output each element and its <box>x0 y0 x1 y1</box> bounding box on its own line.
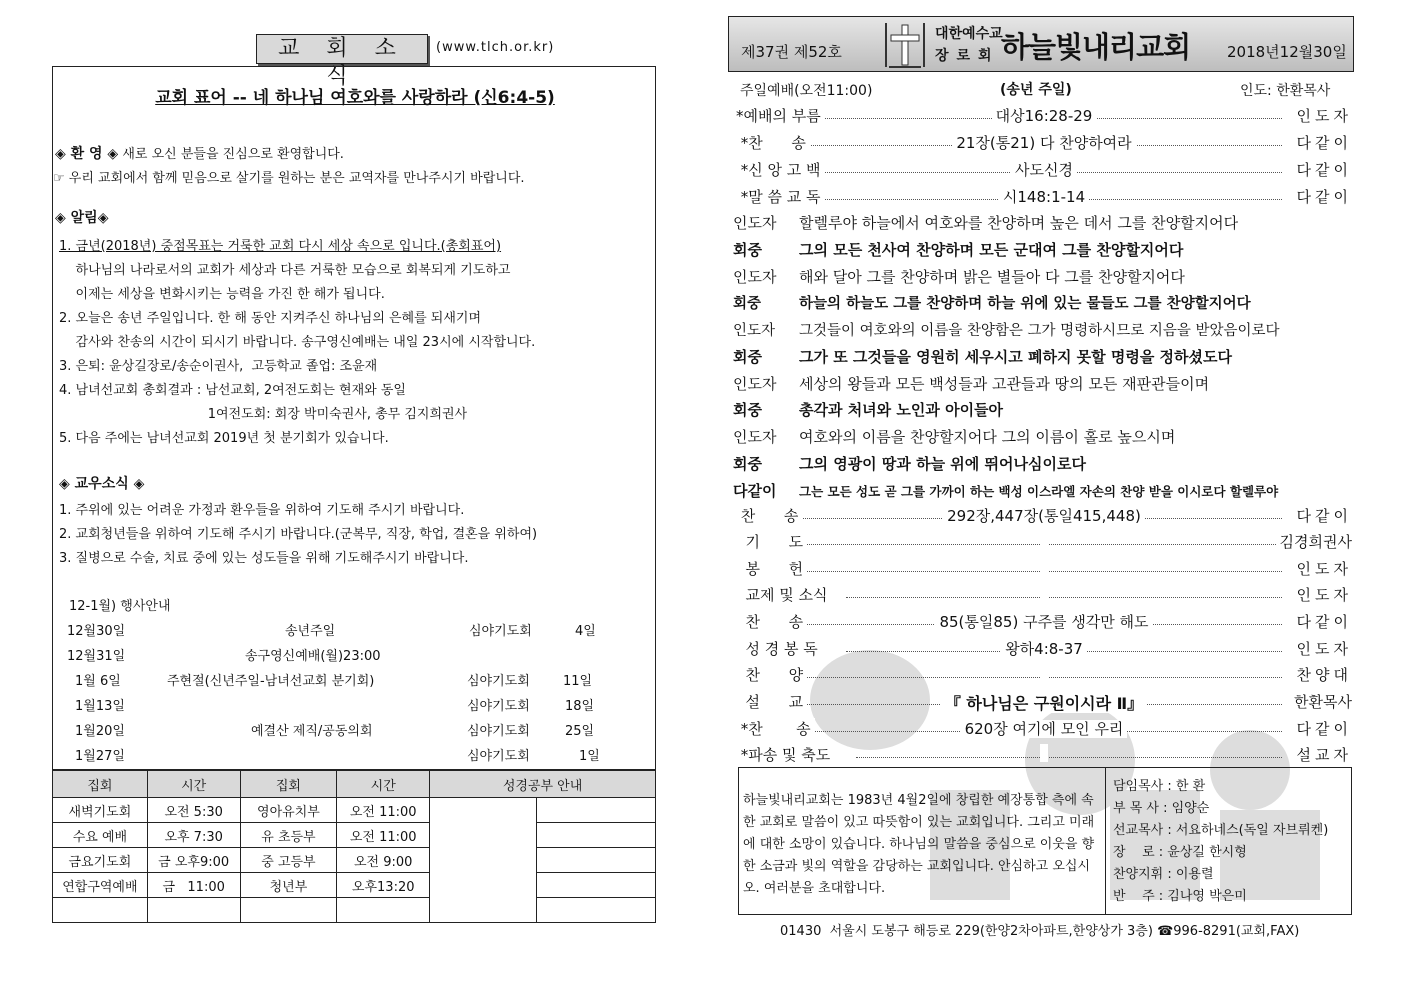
staff-line: 담임목사 : 한 환 <box>1113 779 1206 794</box>
denomination-top: 대한예수교 <box>935 26 1003 42</box>
responsive-reading-line: 회중 그의 영광이 땅과 하늘 위에 뛰어나심이로다 <box>733 455 1086 473</box>
notice-line: 4. 남녀선교회 총회결과 : 남선교회, 2여전도회는 현재와 동일 <box>59 383 406 398</box>
church-cross-logo-icon <box>885 21 925 69</box>
order-item: 교제 및 소식 인도자 <box>736 586 1352 604</box>
responsive-reading-line: 인도자 세상의 왕들과 모든 백성들과 고관들과 땅의 모든 재판관들이며 <box>733 375 1210 393</box>
responsive-reading-line: 회중 총각과 처녀와 노인과 아이들아 <box>733 401 1004 419</box>
staff-line: 찬양지휘 : 이용렬 <box>1113 867 1214 882</box>
bible-study-cell <box>536 823 655 848</box>
event-date: 1월 6일 <box>75 674 121 689</box>
staff-line: 반 주 : 김나영 박은미 <box>1113 889 1247 904</box>
notice-line: 이제는 세상을 변화시키는 능력을 가진 한 해가 됩니다. <box>59 287 385 302</box>
table-cell: 오전 11:00 <box>337 823 430 848</box>
event-name: 송구영신예배(월)23:00 <box>245 649 381 664</box>
bible-study-cell <box>430 798 537 923</box>
staff-line: 장 로 : 윤상길 한시형 <box>1113 845 1247 860</box>
order-item: 찬 송 85(통일85) 구주를 생각만 해도 다같이 <box>736 613 1352 631</box>
notice-line: 1. 금년(2018년) 중점목표는 거룩한 교회 다시 세상 속으로 입니다.(총회표어) <box>59 239 502 254</box>
divider <box>1105 768 1106 914</box>
welcome-contact: ☞ 우리 교회에서 함께 믿음으로 살기를 원하는 분은 교역자를 만나주시기 바랍니다. <box>53 171 525 186</box>
table-cell: 오후 7:30 <box>147 823 240 848</box>
table-cell: 영아유치부 <box>240 798 337 823</box>
welcome-heading: ◈ 환 영 ◈ <box>55 146 119 162</box>
notice-heading: ◈ 알림◈ <box>55 210 109 226</box>
notice-line: 감사와 찬송의 시간이 되시기 바랍니다. 송구영신예배는 내일 23시에 시작합니다. <box>59 335 536 350</box>
website-url[interactable]: (www.tlch.or.kr) <box>436 40 555 55</box>
notice-line: 하나님의 나라로서의 교회가 세상과 다른 거룩한 모습으로 회복되게 기도하고 <box>59 263 511 278</box>
order-item: 찬 송 292장,447장(통일415,448) 다같이 <box>736 507 1352 525</box>
table-cell: 유 초등부 <box>240 823 337 848</box>
news-title: 교 회 소 식 <box>256 34 428 64</box>
table-cell: 새벽기도회 <box>53 798 148 823</box>
event-date: 1월27일 <box>75 749 125 764</box>
table-cell: 오후13:20 <box>337 873 430 898</box>
bible-study-cell <box>536 873 655 898</box>
col-header: 성경공부 안내 <box>430 771 656 798</box>
prayer-line: 1. 주위에 있는 어려운 가정과 환우들을 위하여 기도해 주시기 바랍니다. <box>59 503 465 518</box>
bulletin-date: 2018년12월30일 <box>1227 43 1347 61</box>
order-item: 성 경 봉 독 왕하4:8-37 인도자 <box>736 640 1352 658</box>
bible-study-cell <box>536 798 655 823</box>
table-row <box>53 798 656 823</box>
table-cell: 오전 5:30 <box>147 798 240 823</box>
notice-line: 2. 오늘은 송년 주일입니다. 한 해 동안 지켜주신 하나님의 은혜를 되새기며 <box>59 311 482 326</box>
event-name: 주현절(신년주일-남녀선교회 분기회) <box>167 674 375 689</box>
table-cell: 청년부 <box>240 873 337 898</box>
table-cell: 금 11:00 <box>147 873 240 898</box>
responsive-reading-line: 인도자 여호와의 이름을 찬양할지어다 그의 이름이 홀로 높으시며 <box>733 428 1176 446</box>
church-introduction: 하늘빛내리교회는 1983년 4월2일에 창립한 예장통합 측에 속한 교회로 말씀이 있고 따뜻함이 있는 교회입니다. 그리고 미래에 대한 소망이 있습니다. 하나님의 말씀을 중심으로 이웃을 향한 소금과 빛의 역할을 감당하는 교회입니다. 안심하고 오십시오. 여러분을 초대합니다. <box>743 793 1095 896</box>
col-header: 시간 <box>147 771 240 798</box>
event-night-prayer: 심야기도회 <box>467 674 530 689</box>
col-header: 집회 <box>53 771 148 798</box>
bulletin-masthead <box>728 16 1354 72</box>
staff-line: 부 목 사 : 임양순 <box>1113 801 1210 816</box>
table-cell: 금 오후9:00 <box>147 848 240 873</box>
responsive-reading-line: 인도자 그것들이 여호와의 이름을 찬양함은 그가 명령하시므로 지음을 받았음이로다 <box>733 323 1280 339</box>
event-date: 12월31일 <box>67 649 126 664</box>
order-item: *찬 송 620장 여기에 모인 우리 다같이 <box>736 720 1352 738</box>
service-time: 주일예배(오전11:00) <box>740 83 873 99</box>
prayer-heading: ◈ 교우소식 ◈ <box>59 476 145 492</box>
bible-study-cell <box>536 898 655 923</box>
responsive-reading-line: 인도자 해와 달아 그를 찬양하며 밝은 별들아 다 그를 찬양할지어다 <box>733 268 1185 286</box>
volume-number: 제37권 제52호 <box>741 43 842 61</box>
table-row <box>53 823 656 848</box>
order-item: 설 교 『 하나님은 구원이시라 Ⅱ』 한환목사 <box>736 693 1352 713</box>
table-cell <box>240 898 337 923</box>
table-cell <box>53 898 148 923</box>
service-leader: 인도: 한환목사 <box>1240 83 1331 99</box>
meeting-schedule-table <box>52 770 656 923</box>
table-cell: 오전 9:00 <box>337 848 430 873</box>
church-motto: 교회 표어 -- 네 하나님 여호와를 사랑하라 (신6:4-5) <box>155 88 555 108</box>
table-header-row <box>53 771 656 798</box>
table-cell: 수요 예배 <box>53 823 148 848</box>
table-cell <box>337 898 430 923</box>
event-night-prayer: 심야기도회 <box>467 699 530 714</box>
notice-line: 5. 다음 주에는 남녀선교회 2019년 첫 분기회가 있습니다. <box>59 431 389 446</box>
event-date: 12월30일 <box>67 624 126 639</box>
col-header: 집회 <box>240 771 337 798</box>
event-night-day: 18일 <box>565 699 595 714</box>
table-row <box>53 848 656 873</box>
table-row <box>53 873 656 898</box>
table-cell: 중 고등부 <box>240 848 337 873</box>
table-cell: 오전 11:00 <box>337 798 430 823</box>
event-night-prayer: 심야기도회 <box>469 624 532 639</box>
order-item: 찬 양 찬양대 <box>736 666 1352 684</box>
col-header: 시간 <box>337 771 430 798</box>
table-cell <box>147 898 240 923</box>
staff-line: 선교목사 : 서요하네스(독일 자브뤼켄) <box>1113 823 1329 838</box>
prayer-line: 2. 교회청년들을 위하여 기도해 주시기 바랍니다.(군복무, 직장, 학업, 결혼을 위하여) <box>59 527 538 542</box>
news-panel <box>52 66 656 770</box>
events-heading: 12-1월) 행사안내 <box>69 599 171 614</box>
table-row <box>53 898 656 923</box>
church-info-box <box>738 767 1352 915</box>
table-cell: 금요기도회 <box>53 848 148 873</box>
order-item: *찬 송 21장(통21) 다 찬양하여라 다같이 <box>736 134 1352 152</box>
responsive-reading-line: 다같이 그는 모든 성도 곧 그를 가까이 하는 백성 이스라엘 자손의 찬양 받을 이시로다 할렐루야 <box>733 482 1279 500</box>
table-cell: 연합구역예배 <box>53 873 148 898</box>
event-name: 예결산 제직/공동의회 <box>251 724 373 739</box>
staff-list <box>1113 776 1328 908</box>
welcome-line <box>55 143 344 163</box>
event-night-day: 1일 <box>579 749 600 764</box>
event-night-day: 4일 <box>575 624 596 639</box>
prayer-line: 3. 질병으로 수술, 치료 중에 있는 성도들을 위해 기도해주시기 바랍니다. <box>59 551 469 566</box>
event-date: 1월20일 <box>75 724 125 739</box>
notice-line: 1여전도회: 회장 박미숙권사, 총무 김지희권사 <box>59 407 468 422</box>
order-item: 봉 헌 인도자 <box>736 560 1352 578</box>
order-item: *신 앙 고 백 사도신경 다같이 <box>736 161 1352 179</box>
bible-study-cell <box>536 848 655 873</box>
event-night-day: 11일 <box>563 674 593 689</box>
event-night-day: 25일 <box>565 724 595 739</box>
event-name: 송년주일 <box>285 624 336 639</box>
church-name: 하늘빛내리교회 <box>1001 30 1191 64</box>
event-date: 1월13일 <box>75 699 125 714</box>
order-item: *예배의 부름 대상16:28-29 인도자 <box>736 107 1352 125</box>
church-address: 01430 서울시 도봉구 해등로 229(한양2차아파트,한양상가 3층) ☎996-8291(교회,FAX) <box>780 924 1300 939</box>
responsive-reading-line: 회중 하늘의 하늘도 그를 찬양하며 하늘 위에 있는 물들도 그를 찬양할지어다 <box>733 296 1251 312</box>
order-item: *파송 및 축도 설교자 <box>736 746 1352 764</box>
responsive-reading-line: 회중 그의 모든 천사여 찬양하며 모든 군대여 그를 찬양할지어다 <box>733 241 1184 259</box>
welcome-text: 새로 오신 분들을 진심으로 환영합니다. <box>118 147 344 162</box>
responsive-reading-line: 회중 그가 또 그것들을 영원히 세우시고 폐하지 못할 명령을 정하셨도다 <box>733 348 1233 366</box>
order-item: *말 씀 교 독 시148:1-14 다같이 <box>736 188 1352 206</box>
service-title: (송년 주일) <box>1000 82 1072 98</box>
event-night-prayer: 심야기도회 <box>467 749 530 764</box>
sermon-title: 『 하나님은 구원이시라 Ⅱ』 <box>941 694 1147 713</box>
notice-line: 3. 은퇴: 윤상길장로/송순이권사, 고등학교 졸업: 조윤재 <box>59 359 378 374</box>
order-item: 기 도 김경희권사 <box>736 533 1352 551</box>
responsive-reading-line: 인도자 할렐루야 하늘에서 여호와를 찬양하며 높은 데서 그를 찬양할지어다 <box>733 214 1239 232</box>
denomination-bottom: 장로회 <box>935 48 1000 64</box>
event-night-prayer: 심야기도회 <box>467 724 530 739</box>
